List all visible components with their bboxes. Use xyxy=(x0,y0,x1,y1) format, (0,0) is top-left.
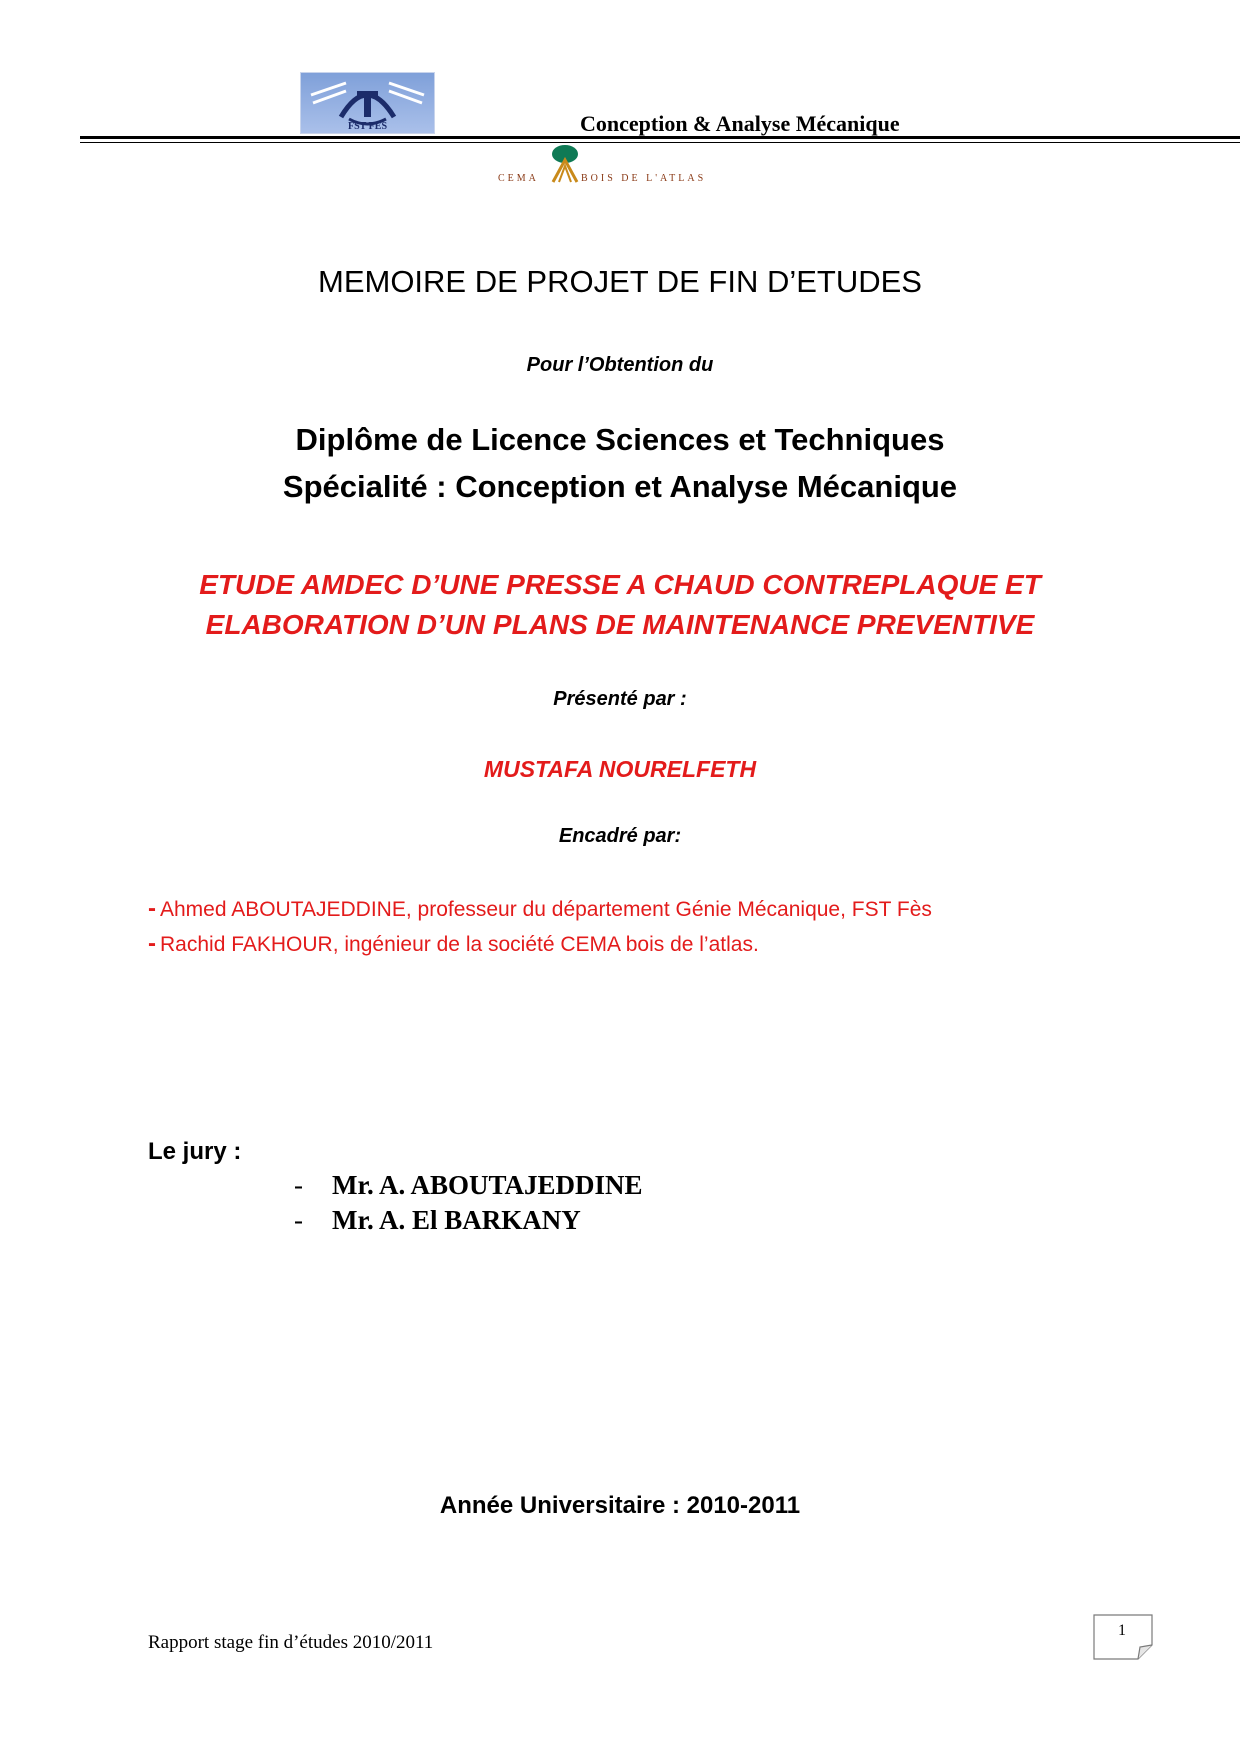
specialite-line: Spécialité : Conception et Analyse Mécanique xyxy=(282,469,958,504)
encadrant-item xyxy=(148,895,932,923)
cema-logo-right-text: BOIS DE L'ATLAS xyxy=(581,173,707,184)
bullet-dash: - xyxy=(148,895,156,922)
footer-text: Rapport stage fin d’études 2010/2011 xyxy=(148,1632,434,1653)
obtention-label: Pour l’Obtention du xyxy=(526,354,714,376)
jury-member xyxy=(294,1205,581,1236)
jury-member xyxy=(294,1170,643,1201)
encadre-label: Encadré par: xyxy=(558,825,682,847)
jury-member-name: Mr. A. ABOUTAJEDDINE xyxy=(332,1170,643,1200)
sujet-line-1: ETUDE AMDEC D’UNE PRESSE A CHAUD CONTREPLAQUE ET xyxy=(199,569,1041,600)
diplome-line: Diplôme de Licence Sciences et Techniques xyxy=(295,422,945,457)
author-name: MUSTAFA NOURELFETH xyxy=(483,756,757,782)
presente-label: Présenté par : xyxy=(553,688,687,710)
tree-icon xyxy=(549,144,581,184)
bullet-dash: - xyxy=(148,930,156,957)
cema-logo-left-text: CEMA xyxy=(498,173,539,184)
main-title: MEMOIRE DE PROJET DE FIN D’ETUDES xyxy=(318,264,922,299)
encadrant-text: Ahmed ABOUTAJEDDINE, professeur du département Génie Mécanique, FST Fès xyxy=(160,898,932,921)
encadrant-item xyxy=(148,930,759,958)
sujet-block xyxy=(0,565,1240,645)
page-number-box xyxy=(1093,1614,1154,1660)
jury-member-name: Mr. A. El BARKANY xyxy=(332,1205,581,1235)
sujet-line-2: ELABORATION D’UN PLANS DE MAINTENANCE PREVENTIVE xyxy=(205,609,1035,640)
academic-year: Année Universitaire : 2010-2011 xyxy=(439,1492,801,1519)
fst-fes-logo xyxy=(300,72,435,134)
jury-label: Le jury : xyxy=(148,1138,242,1165)
page-number: 1 xyxy=(1118,1622,1126,1639)
bullet-dash: - xyxy=(294,1170,303,1200)
cema-logo xyxy=(495,144,743,184)
diplome-block xyxy=(0,416,1240,510)
header-title: Conception & Analyse Mécanique xyxy=(580,111,900,136)
fst-logo-label: FST FES xyxy=(348,121,387,132)
bullet-dash: - xyxy=(294,1205,303,1235)
header-rule-thick xyxy=(80,136,1240,139)
header-rule-thin xyxy=(80,142,1240,143)
encadrant-text: Rachid FAKHOUR, ingénieur de la société CEMA bois de l’atlas. xyxy=(160,933,759,956)
